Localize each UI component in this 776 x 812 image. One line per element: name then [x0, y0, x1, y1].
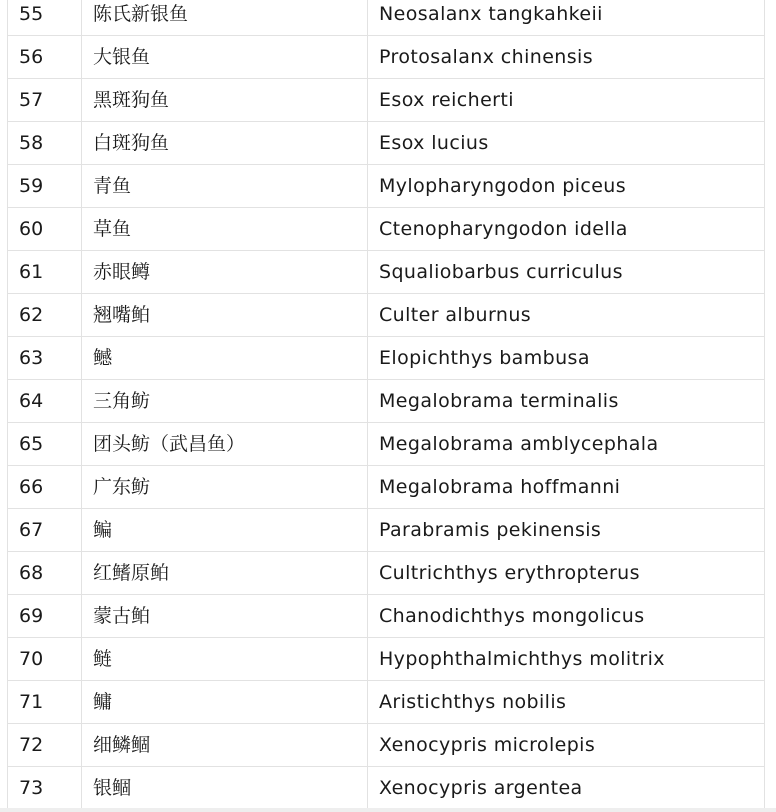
row-number: 71	[8, 681, 82, 724]
row-number: 66	[8, 466, 82, 509]
row-number: 58	[8, 122, 82, 165]
table-row	[8, 0, 765, 36]
row-number: 55	[8, 0, 82, 36]
row-number: 68	[8, 552, 82, 595]
scientific-name: Culter alburnus	[368, 294, 765, 337]
table-row	[8, 552, 765, 595]
table-row	[8, 79, 765, 122]
row-number: 57	[8, 79, 82, 122]
scientific-name: Megalobrama terminalis	[368, 380, 765, 423]
table-body	[8, 0, 765, 810]
scientific-name: Esox reicherti	[368, 79, 765, 122]
table-row	[8, 681, 765, 724]
scientific-name: Neosalanx tangkahkeii	[368, 0, 765, 36]
table-row	[8, 165, 765, 208]
table-row	[8, 337, 765, 380]
scientific-name: Chanodichthys mongolicus	[368, 595, 765, 638]
chinese-name: 鳊	[82, 509, 368, 552]
scientific-name: Protosalanx chinensis	[368, 36, 765, 79]
scientific-name: Megalobrama hoffmanni	[368, 466, 765, 509]
chinese-name: 赤眼鳟	[82, 251, 368, 294]
row-number: 70	[8, 638, 82, 681]
fish-species-table	[7, 0, 765, 810]
chinese-name: 细鳞鲴	[82, 724, 368, 767]
row-number: 73	[8, 767, 82, 810]
table-row	[8, 36, 765, 79]
row-number: 61	[8, 251, 82, 294]
chinese-name: 广东鲂	[82, 466, 368, 509]
row-number: 67	[8, 509, 82, 552]
chinese-name: 大银鱼	[82, 36, 368, 79]
row-number: 64	[8, 380, 82, 423]
scientific-name: Mylopharyngodon piceus	[368, 165, 765, 208]
chinese-name: 银鲴	[82, 767, 368, 810]
table-row	[8, 208, 765, 251]
scientific-name: Aristichthys nobilis	[368, 681, 765, 724]
row-number: 59	[8, 165, 82, 208]
table-row	[8, 423, 765, 466]
row-number: 69	[8, 595, 82, 638]
chinese-name: 陈氏新银鱼	[82, 0, 368, 36]
scientific-name: Squaliobarbus curriculus	[368, 251, 765, 294]
table-row	[8, 466, 765, 509]
scientific-name: Megalobrama amblycephala	[368, 423, 765, 466]
chinese-name: 鳡	[82, 337, 368, 380]
chinese-name: 三角鲂	[82, 380, 368, 423]
table-row	[8, 638, 765, 681]
table-row	[8, 509, 765, 552]
scientific-name: Parabramis pekinensis	[368, 509, 765, 552]
chinese-name: 黑斑狗鱼	[82, 79, 368, 122]
row-number: 63	[8, 337, 82, 380]
row-number: 62	[8, 294, 82, 337]
horizontal-scrollbar-track[interactable]	[0, 808, 776, 812]
row-number: 72	[8, 724, 82, 767]
table-row	[8, 380, 765, 423]
row-number: 56	[8, 36, 82, 79]
chinese-name: 团头鲂（武昌鱼）	[82, 423, 368, 466]
chinese-name: 白斑狗鱼	[82, 122, 368, 165]
scientific-name: Elopichthys bambusa	[368, 337, 765, 380]
table-row	[8, 767, 765, 810]
scientific-name: Cultrichthys erythropterus	[368, 552, 765, 595]
row-number: 65	[8, 423, 82, 466]
table-row	[8, 294, 765, 337]
chinese-name: 草鱼	[82, 208, 368, 251]
table-row	[8, 724, 765, 767]
chinese-name: 翘嘴鲌	[82, 294, 368, 337]
scientific-name: Xenocypris microlepis	[368, 724, 765, 767]
chinese-name: 蒙古鲌	[82, 595, 368, 638]
scientific-name: Xenocypris argentea	[368, 767, 765, 810]
scientific-name: Esox lucius	[368, 122, 765, 165]
row-number: 60	[8, 208, 82, 251]
chinese-name: 青鱼	[82, 165, 368, 208]
table-row	[8, 595, 765, 638]
chinese-name: 红鳍原鲌	[82, 552, 368, 595]
chinese-name: 鳙	[82, 681, 368, 724]
table-row	[8, 122, 765, 165]
species-table-container	[7, 0, 765, 810]
scientific-name: Hypophthalmichthys molitrix	[368, 638, 765, 681]
scientific-name: Ctenopharyngodon idella	[368, 208, 765, 251]
table-row	[8, 251, 765, 294]
chinese-name: 鲢	[82, 638, 368, 681]
